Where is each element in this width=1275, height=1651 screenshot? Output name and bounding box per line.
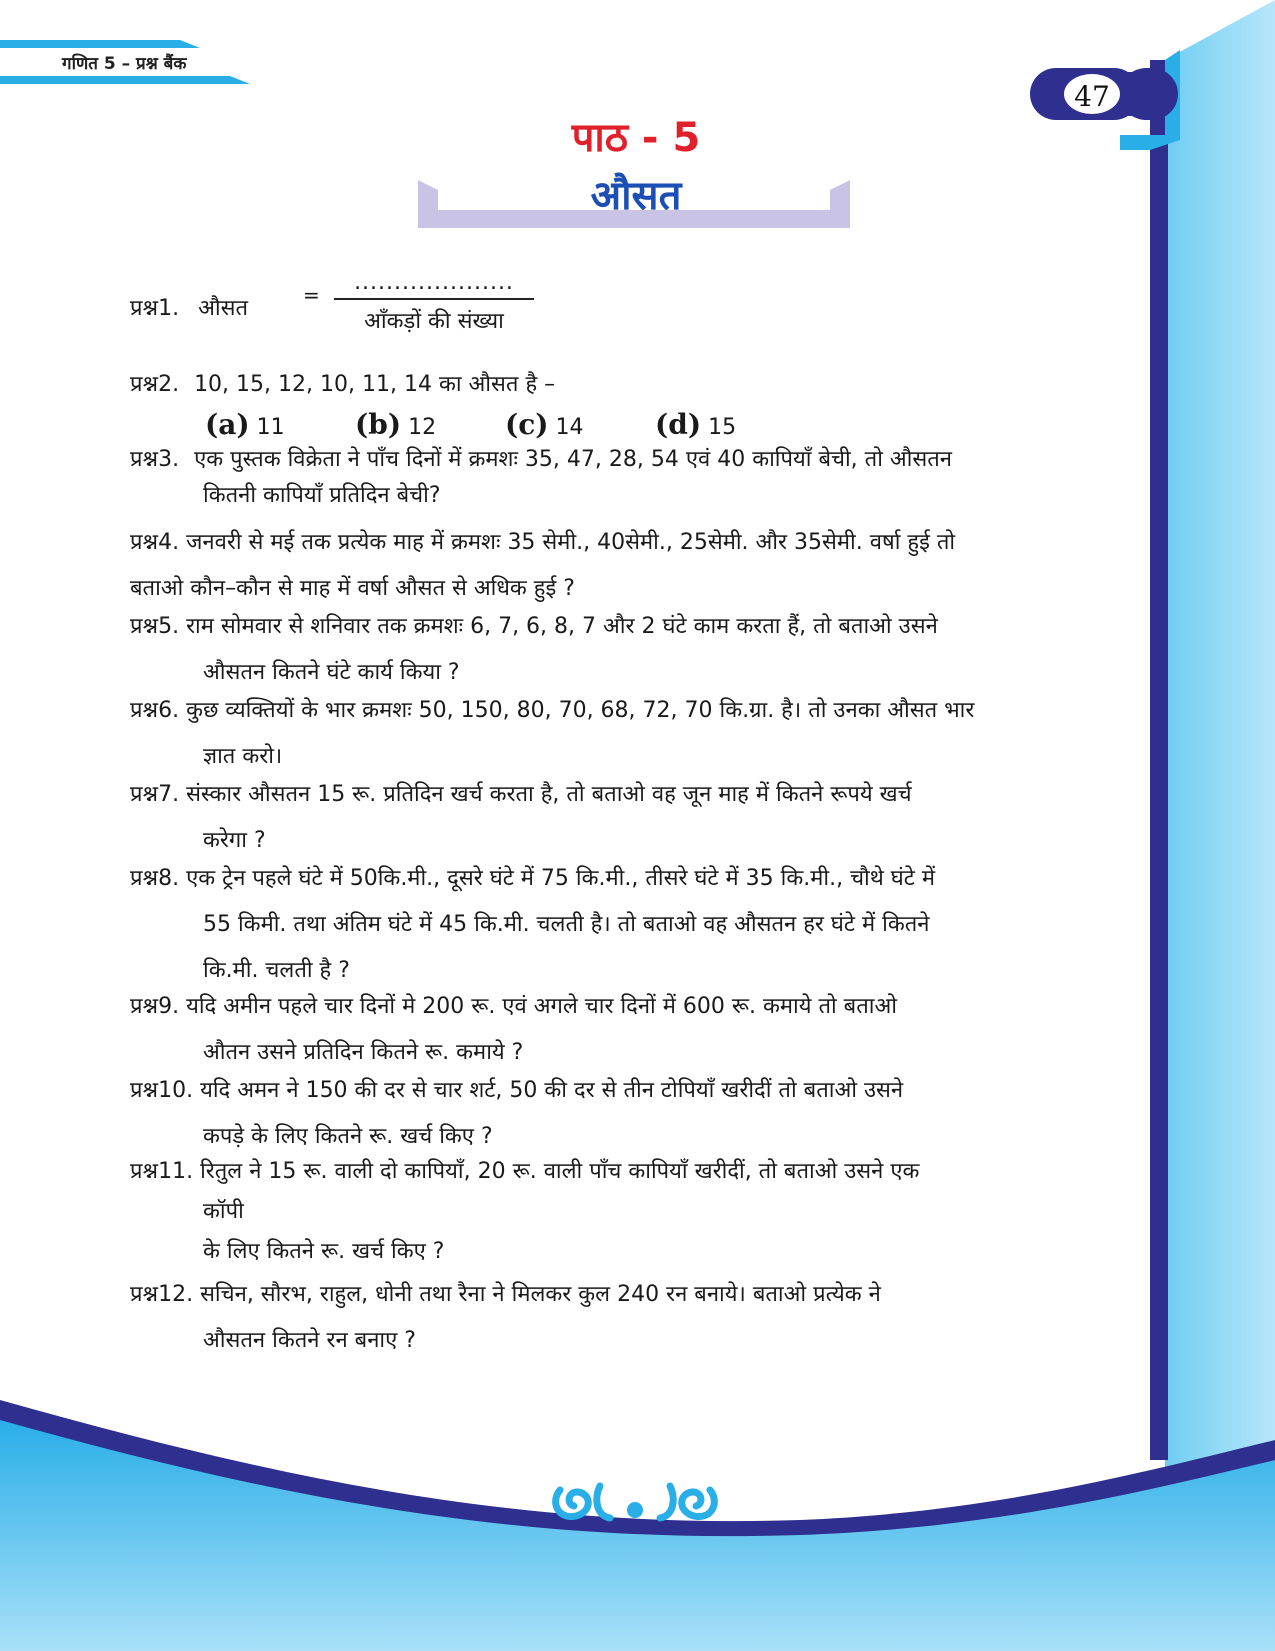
title-bracket <box>418 180 858 236</box>
question-label: प्रश्न6. <box>130 698 180 723</box>
chapter-subtitle: औसत <box>590 173 682 219</box>
question-line-3: के लिए कितने रू. खर्च किए ? <box>203 1239 445 1264</box>
option-d <box>655 408 736 441</box>
option-key: (b) <box>355 408 402 441</box>
fraction-denominator: आँकड़ों की संख्या <box>364 309 504 334</box>
question-3 <box>130 442 1110 514</box>
question-label: प्रश्न5. <box>130 614 180 639</box>
question-5 <box>130 604 1110 696</box>
question-line-2: कपड़े के लिए कितने रू. खर्च किए ? <box>203 1124 493 1149</box>
question-line-3: कि.मी. चलती है ? <box>203 958 350 983</box>
question-line-1: जनवरी से मई तक प्रत्येक माह में क्रमशः 35 सेमी., 40सेमी., 25सेमी. और 35सेमी. वर्षा हुई तो <box>186 530 956 555</box>
question-6 <box>130 688 1110 780</box>
question-label: प्रश्न3. <box>130 447 180 472</box>
question-line-1: यदि अमीन पहले चार दिनों मे 200 रू. एवं अगले चार दिनों में 600 रू. कमाये तो बताओ <box>186 994 897 1019</box>
question-line-1: राम सोमवार से शनिवार तक क्रमशः 6, 7, 6, 8, 7 और 2 घंटे काम करता हैं, तो बताओ उसने <box>186 614 938 639</box>
question-line-2: बताओ कौन–कौन से माह में वर्षा औसत से अधिक हुई ? <box>130 576 575 601</box>
question-label: प्रश्न11. <box>130 1159 194 1184</box>
question-line-1: कुछ व्यक्तियों के भार क्रमशः 50, 150, 80, 70, 68, 72, 70 कि.ग्रा. है। तो उनका औसत भार <box>186 698 975 723</box>
option-a <box>205 408 285 441</box>
average-fraction <box>334 270 534 340</box>
question-line-2: 55 किमी. तथा अंतिम घंटे में 45 कि.मी. चलती है। तो बताओ वह औसतन हर घंटे में कितने <box>203 912 930 937</box>
question-label: प्रश्न7. <box>130 782 180 807</box>
question-label: प्रश्न2. <box>130 372 180 397</box>
question-line-1: रितुल ने 15 रू. वाली दो कापियाँ, 20 रू. वाली पाँच कापियाँ खरीदीं, तो बताओ उसने एक <box>200 1159 920 1184</box>
question-8 <box>130 856 1110 994</box>
question-label: प्रश्न9. <box>130 994 180 1019</box>
question-line-2: कॉपी <box>203 1199 244 1224</box>
option-value: 14 <box>555 415 584 440</box>
question-label: प्रश्न1. <box>130 296 180 321</box>
page-number: 47 <box>1074 80 1110 113</box>
question-line-2: ज्ञात करो। <box>203 744 283 769</box>
option-value: 15 <box>708 415 737 440</box>
option-value: 11 <box>256 415 285 440</box>
question-10 <box>130 1068 1110 1160</box>
question-text: औसत <box>198 296 248 321</box>
question-label: प्रश्न4. <box>130 530 180 555</box>
question-2 <box>130 362 1110 408</box>
question-line-2: औसतन कितने रन बनाए ? <box>203 1328 416 1353</box>
question-label: प्रश्न12. <box>130 1282 194 1307</box>
chapter-title: पाठ - 5 <box>571 115 701 161</box>
option-c <box>505 408 584 441</box>
book-title: गणित 5 – प्रश्न बैंक <box>62 54 187 74</box>
question-line-1: यदि अमन ने 150 की दर से चार शर्ट, 50 की दर से तीन टोपियाँ खरीदीं तो बताओ उसने <box>200 1078 904 1103</box>
option-b <box>355 408 436 441</box>
option-value: 12 <box>408 415 437 440</box>
question-text: 10, 15, 12, 10, 11, 14 का औसत है – <box>194 372 556 397</box>
option-key: (c) <box>505 408 549 441</box>
equals-sign: = <box>303 283 320 307</box>
question-7 <box>130 772 1110 864</box>
question-9 <box>130 984 1110 1076</box>
question-line-1: सचिन, सौरभ, राहुल, धोनी तथा रैना ने मिलकर कुल 240 रन बनाये। बताओ प्रत्येक ने <box>200 1282 881 1307</box>
question-4 <box>130 520 1110 612</box>
question-11 <box>130 1152 1110 1272</box>
question-label: प्रश्न10. <box>130 1078 194 1103</box>
question-line-1: एक पुस्तक विक्रेता ने पाँच दिनों में क्रमशः 35, 47, 28, 54 एवं 40 कापियाँ बेची, तो औसतन <box>194 447 953 472</box>
question-line-1: संस्कार औसतन 15 रू. प्रतिदिन खर्च करता है, तो बताओ वह जून माह में कितने रूपये खर्च <box>186 782 912 807</box>
ornament-icon <box>540 1472 730 1532</box>
fraction-numerator: .................... <box>354 270 514 295</box>
question-1 <box>130 286 1110 332</box>
option-key: (d) <box>655 408 702 441</box>
question-label: प्रश्न8. <box>130 866 180 891</box>
question-line-2: कितनी कापियाँ प्रतिदिन बेची? <box>203 483 441 508</box>
question-line-2: करेगा ? <box>203 828 266 853</box>
question-line-2: औसतन कितने घंटे कार्य किया ? <box>203 660 460 685</box>
option-key: (a) <box>205 408 250 441</box>
question-line-1: एक ट्रेन पहले घंटे में 50कि.मी., दूसरे घंटे में 75 कि.मी., तीसरे घंटे में 35 कि.मी., चौथे घंटे में <box>186 866 936 891</box>
question-12 <box>130 1272 1110 1364</box>
question-line-2: औतन उसने प्रतिदिन कितने रू. कमाये ? <box>203 1040 524 1065</box>
